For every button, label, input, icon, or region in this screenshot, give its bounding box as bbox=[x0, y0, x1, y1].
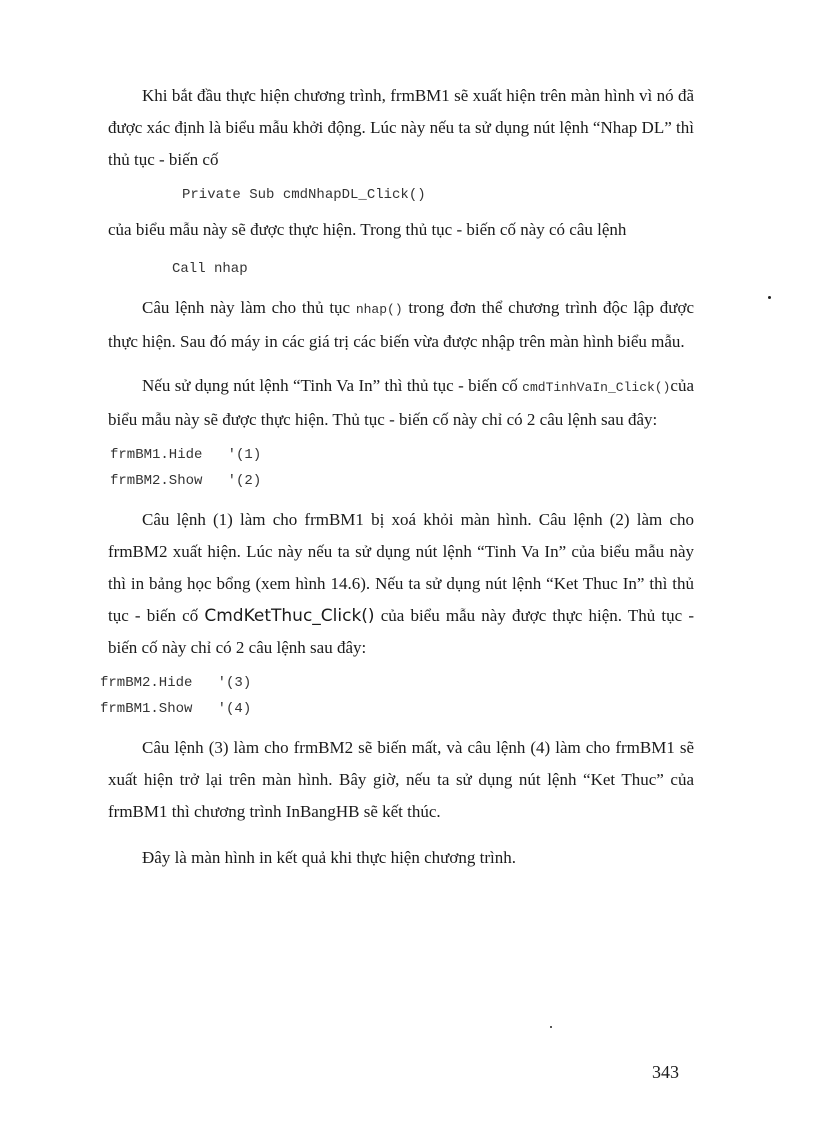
code-frmbm2-hide: frmBM2.Hide '(3) bbox=[100, 675, 252, 691]
text-run: của biểu mẫu này sẽ được thực hiện. Thủ tục - biến cố này chỉ có 2 câu lệnh sau đây: bbox=[108, 376, 694, 429]
code-frmbm1-hide: frmBM1.Hide '(1) bbox=[110, 447, 262, 463]
page-body bbox=[100, 80, 694, 874]
text-run: Câu lệnh này làm cho thủ tục bbox=[142, 298, 356, 317]
page-number: 343 bbox=[652, 1062, 679, 1082]
code-frmbm2-show: frmBM2.Show '(2) bbox=[110, 473, 262, 489]
text-run: trong đơn thể chương trình độc lập được thực hiện. Sau đó máy in các giá trị các biến vừa được nhập trên màn hình biểu mẫu. bbox=[108, 298, 694, 351]
paragraph-tinh-va-in bbox=[108, 370, 694, 436]
text-run: Câu lệnh (1) làm cho frmBM1 bị xoá khỏi màn hình. Câu lệnh (2) làm cho frmBM2 xuất hiện. Lúc này nếu ta sử dụng nút lệnh “Tinh Va In” của biểu mẫu này thì in bảng học bổng (xem hình 14.6). Nếu ta sử dụng nút lệnh “Ket Thuc In” thì thủ tục - biến cố bbox=[108, 510, 694, 625]
paragraph-call-explanation bbox=[108, 292, 694, 358]
code-private-sub: Private Sub cmdNhapDL_Click() bbox=[182, 187, 426, 203]
paragraph-intro: Khi bắt đầu thực hiện chương trình, frmBM1 sẽ xuất hiện trên màn hình vì nó đã được xác định là biểu mẫu khởi động. Lúc này nếu ta sử dụng nút lệnh “Nhap DL” thì thủ tục - biến cố bbox=[108, 86, 694, 169]
paragraph-statement-explanation bbox=[108, 504, 694, 664]
inline-code-cmdketthuc: CmdKetThuc_Click() bbox=[204, 606, 375, 626]
code-call-nhap: Call nhap bbox=[172, 261, 248, 277]
paragraph-program-end: Câu lệnh (3) làm cho frmBM2 sẽ biến mất, và câu lệnh (4) làm cho frmBM1 sẽ xuất hiện trở lại trên màn hình. Bây giờ, nếu ta sử dụng nút lệnh “Ket Thuc” của frmBM1 thì chương trình InBangHB sẽ kết thúc. bbox=[108, 738, 694, 821]
text-run: Nếu sử dụng nút lệnh “Tinh Va In” thì thủ tục - biến cố bbox=[142, 376, 523, 395]
inline-code-cmdtinhvain: cmdTinhVaIn_Click() bbox=[522, 380, 671, 395]
scan-speck bbox=[768, 296, 771, 299]
scan-speck bbox=[550, 1026, 552, 1028]
code-frmbm1-show: frmBM1.Show '(4) bbox=[100, 701, 252, 717]
text-run: của biểu mẫu này được thực hiện. Thủ tục - biến cố này chỉ có 2 câu lệnh sau đây: bbox=[108, 606, 694, 657]
paragraph-result-screen: Đây là màn hình in kết quả khi thực hiện chương trình. bbox=[142, 848, 516, 867]
paragraph-event-procedure: của biểu mẫu này sẽ được thực hiện. Trong thủ tục - biến cố này có câu lệnh bbox=[108, 220, 627, 239]
inline-code-nhap: nhap() bbox=[355, 302, 403, 317]
